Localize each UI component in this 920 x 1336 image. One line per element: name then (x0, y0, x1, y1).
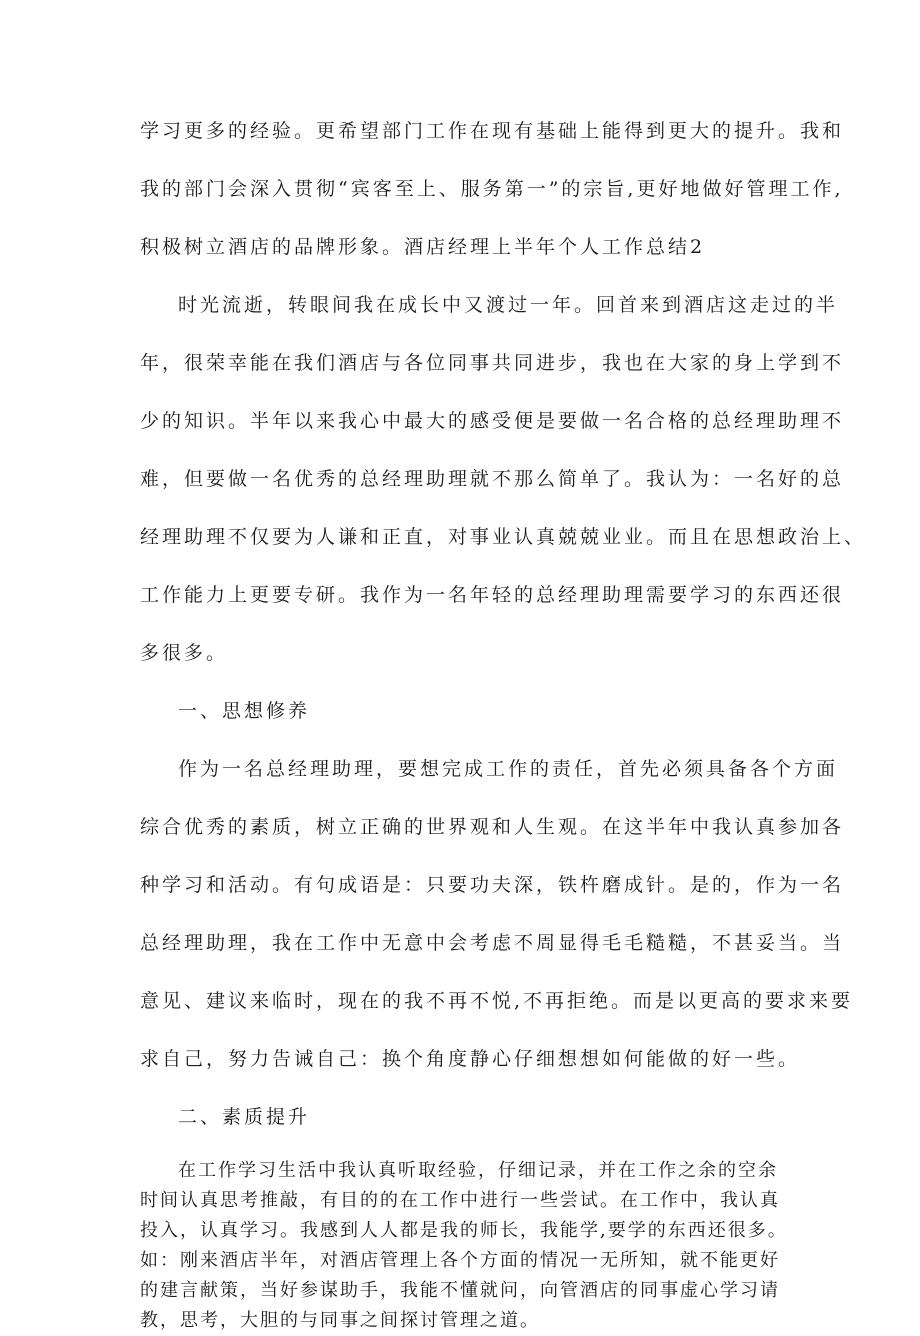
paragraph-line: 意见、建议来临时，现在的我不再不悦,不再拒绝。而是以更高的要求来要 (140, 990, 854, 1012)
paragraph-line: 作为一名总经理助理，要想完成工作的责任，首先必须具备各个方面 (178, 758, 839, 780)
paragraph-line: 工作能力上更要专研。我作为一名年轻的总经理助理需要学习的东西还很 (140, 584, 845, 606)
paragraph-line: 年，很荣幸能在我们酒店与各位同事共同进步，我也在大家的身上学到不 (140, 352, 845, 374)
document-page (140, 112, 867, 1336)
paragraph-line: 少的知识。半年以来我心中最大的感受便是要做一名合格的总经理助理不 (140, 410, 845, 432)
paragraph-line: 的建言献策，当好参谋助手，我能不懂就问，向管酒店的同事虚心学习请 (140, 1280, 780, 1301)
paragraph-line: 综合优秀的素质，树立正确的世界观和人生观。在这半年中我认真参加各 (140, 816, 845, 838)
section-heading: 二、素质提升 (178, 1106, 311, 1128)
paragraph-line: 投入，认真学习。我感到人人都是我的师长，我能学,要学的东西还很多。 (140, 1220, 788, 1241)
paragraph-line: 总经理助理，我在工作中无意中会考虑不周显得毛毛糙糙，不甚妥当。当 (140, 932, 845, 954)
paragraph-line: 教，思考，大胆的与同事之间探讨管理之道。 (140, 1310, 540, 1331)
paragraph-line: 种学习和活动。有句成语是：只要功夫深，铁杵磨成针。是的，作为一名 (140, 874, 845, 896)
section-heading: 一、思想修养 (178, 700, 311, 722)
paragraph-line: 积极树立酒店的品牌形象。酒店经理上半年个人工作总结2 (140, 236, 706, 258)
paragraph-line: 难，但要做一名优秀的总经理助理就不那么简单了。我认为：一名好的总 (140, 468, 845, 490)
paragraph-line: 多很多。 (140, 642, 229, 664)
paragraph-line: 如：刚来酒店半年，对酒店管理上各个方面的情况一无所知，就不能更好 (140, 1250, 780, 1271)
paragraph-line: 我的部门会深入贯彻“宾客至上、服务第一”的宗旨,更好地做好管理工作, (140, 178, 844, 200)
paragraph-line: 在工作学习生活中我认真听取经验，仔细记录，并在工作之余的空余 (178, 1160, 778, 1181)
paragraph-line: 经理助理不仅要为人谦和正直，对事业认真兢兢业业。而且在思想政治上、 (140, 526, 867, 548)
paragraph-line: 学习更多的经验。更希望部门工作在现有基础上能得到更大的提升。我和 (140, 120, 845, 142)
paragraph-line: 时光流逝，转眼间我在成长中又渡过一年。回首来到酒店这走过的半 (178, 294, 839, 316)
paragraph-line: 求自己，努力告诫自己：换个角度静心仔细想想如何能做的好一些。 (140, 1048, 801, 1070)
paragraph-line: 时间认真思考推敲，有目的的在工作中进行一些尝试。在工作中，我认真 (140, 1190, 780, 1211)
